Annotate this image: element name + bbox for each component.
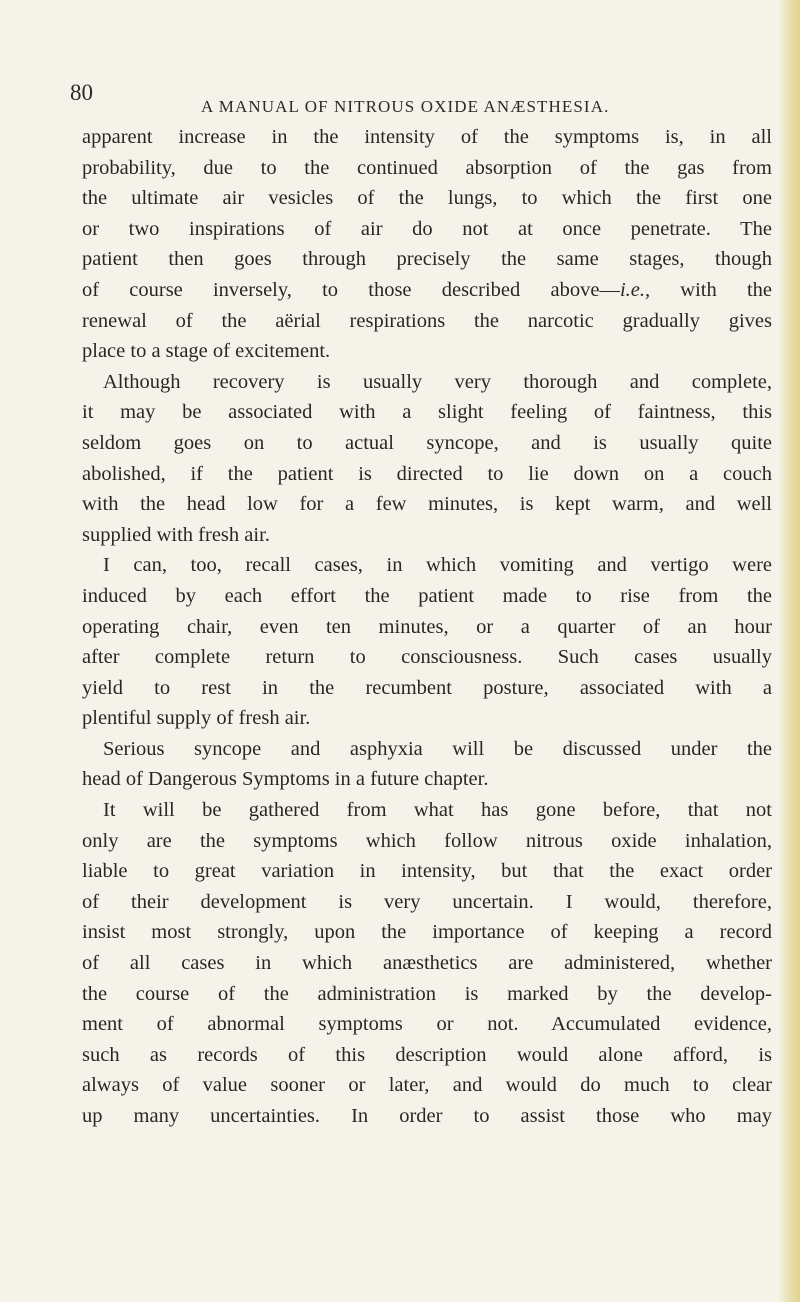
text-line: the course of the administration is marked by the develop-: [82, 982, 772, 1005]
text-line: after complete return to consciousness. Such cases usually: [82, 646, 772, 669]
paragraph-start-line: It will be gathered from what has gone before, that not: [103, 799, 772, 822]
running-head: [70, 80, 770, 120]
text-line: patient then goes through precisely the same stages, though: [82, 248, 772, 271]
text-line: liable to great variation in intensity, but that the exact order: [82, 860, 772, 883]
text-line: with the head low for a few minutes, is kept warm, and well: [82, 493, 772, 516]
paragraph-end-line: supplied with fresh air.: [82, 523, 270, 546]
text-line: operating chair, even ten minutes, or a quarter of an hour: [82, 615, 772, 638]
text-line: it may be associated with a slight feeling of faintness, this: [82, 401, 772, 424]
paragraph-start-line: Although recovery is usually very thorough and complete,: [103, 370, 772, 393]
paragraph-end-line: plentiful supply of fresh air.: [82, 707, 311, 730]
text-line: the ultimate air vesicles of the lungs, to which the first one: [82, 187, 772, 210]
running-title: A MANUAL OF NITROUS OXIDE ANÆSTHESIA.: [201, 97, 610, 116]
text-line: abolished, if the patient is directed to lie down on a couch: [82, 462, 772, 485]
text-line: always of value sooner or later, and would do much to clear: [82, 1074, 772, 1097]
paragraph-start-line: I can, too, recall cases, in which vomiting and vertigo were: [103, 554, 772, 577]
text-line: seldom goes on to actual syncope, and is usually quite: [82, 431, 772, 454]
page-edge-shading: [778, 0, 800, 1302]
text-line: insist most strongly, upon the importance of keeping a record: [82, 921, 772, 944]
text-line: or two inspirations of air do not at once penetrate. The: [82, 217, 772, 240]
text-line: of course inversely, to those described above—i.e., with the: [82, 278, 772, 301]
page-number: 80: [70, 80, 93, 105]
body-text: [82, 122, 772, 1132]
text-line: up many uncertainties. In order to assist those who may: [82, 1105, 772, 1127]
text-line: renewal of the aërial respirations the narcotic gradually gives: [82, 309, 772, 332]
paragraph-start-line: Serious syncope and asphyxia will be discussed under the: [103, 737, 772, 760]
paragraph-end-line: place to a stage of excitement.: [82, 340, 331, 363]
text-line: ment of abnormal symptoms or not. Accumulated evidence,: [82, 1013, 772, 1036]
text-line: only are the symptoms which follow nitrous oxide inhalation,: [82, 829, 772, 852]
text-line: of their development is very uncertain. I would, therefore,: [82, 890, 772, 913]
paragraph-end-line: head of Dangerous Symptoms in a future chapter.: [82, 768, 489, 791]
text-line: probability, due to the continued absorption of the gas from: [82, 156, 772, 179]
italic-abbreviation: i.e.,: [619, 278, 651, 301]
text-line: yield to rest in the recumbent posture, associated with a: [82, 676, 772, 699]
text-line: such as records of this description would alone afford, is: [82, 1043, 772, 1066]
text-line: of all cases in which anæsthetics are administered, whether: [82, 952, 772, 975]
text-line: apparent increase in the intensity of the symptoms is, in all: [82, 126, 772, 148]
text-line: induced by each effort the patient made to rise from the: [82, 584, 772, 607]
